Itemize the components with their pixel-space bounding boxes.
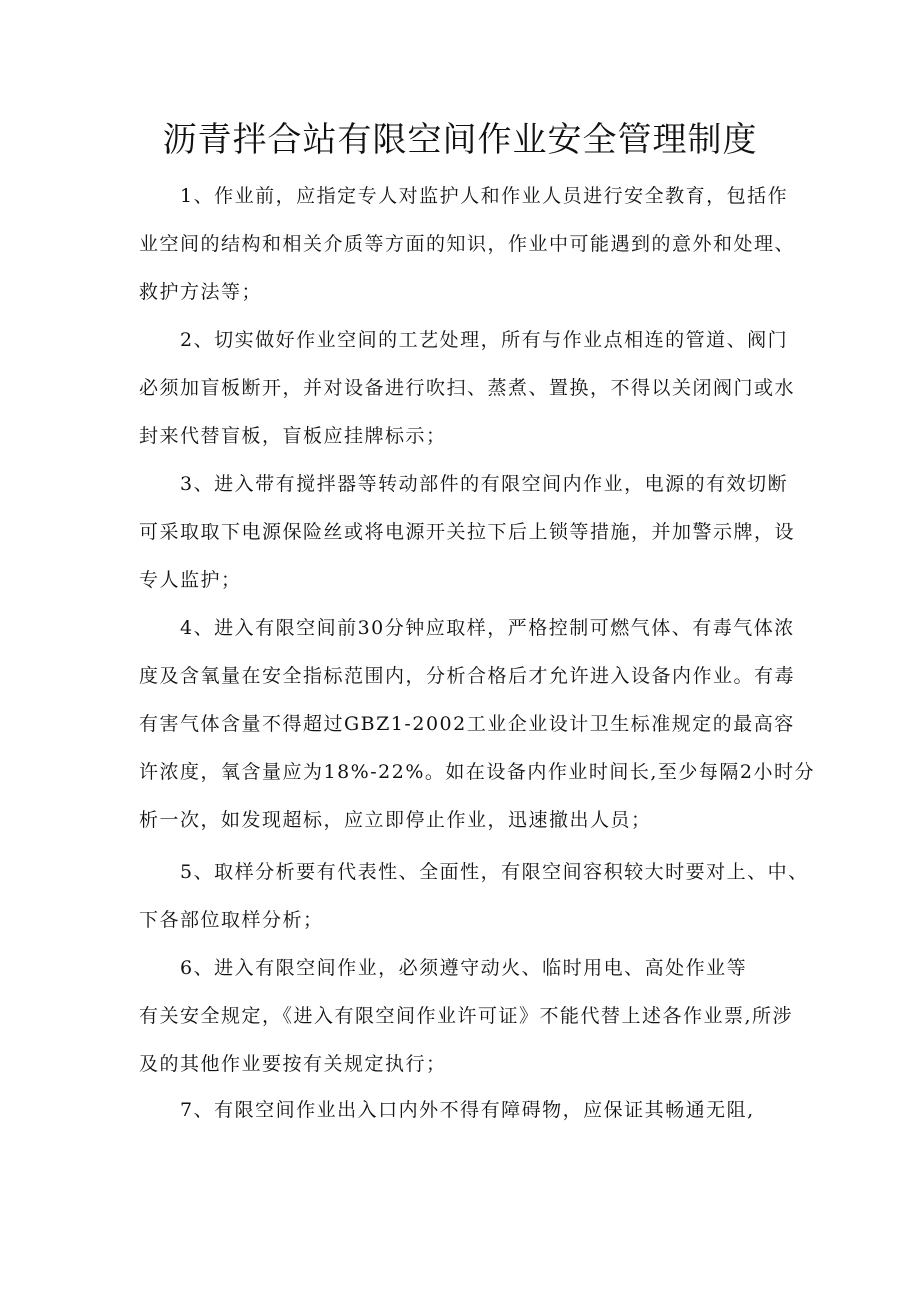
paragraph-2-line-2: 必须加盲板断开，并对设备进行吹扫、蒸煮、置换，不得以关闭阀门或水 [139,377,796,399]
paragraph-2-line-1: 2、切实做好作业空间的工艺处理，所有与作业点相连的管道、阀门 [180,329,789,351]
paragraph-7-line-1: 7、有限空间作业出入口内外不得有障碍物，应保证其畅通无阻, [180,1099,755,1121]
paragraph-3-line-3: 专人监护； [139,569,242,591]
paragraph-4-line-4: 许浓度，氧含量应为18%-22%。如在设备内作业时间长,至少每隔2小时分 [139,761,816,783]
paragraph-3-line-1: 3、进入带有搅拌器等转动部件的有限空间内作业，电源的有效切断 [180,473,789,495]
paragraph-1-line-1: 1、作业前，应指定专人对监护人和作业人员进行安全教育，包括作 [180,185,789,207]
paragraph-4-line-3: 有害气体含量不得超过GBZ1-2002工业企业设计卫生标准规定的最高容 [139,713,795,735]
paragraph-2-line-3: 封来代替盲板，盲板应挂牌标示； [139,425,447,447]
document-title: 沥青拌合站有限空间作业安全管理制度 [162,120,758,160]
paragraph-1-line-2: 业空间的结构和相关介质等方面的知识，作业中可能遇到的意外和处理、 [139,233,796,255]
paragraph-3-line-2: 可采取取下电源保险丝或将电源开关拉下后上锁等措施，并加警示牌，设 [139,521,796,543]
paragraph-5-line-2: 下各部位取样分析； [139,909,324,931]
paragraph-6-line-2: 有关安全规定，《进入有限空间作业许可证》不能代替上述各作业票,所涉 [139,1005,794,1027]
paragraph-4-line-5: 析一次，如发现超标，应立即停止作业，迅速撤出人员； [139,809,652,831]
paragraph-1-line-3: 救护方法等； [139,281,263,303]
paragraph-4-line-2: 度及含氧量在安全指标范围内，分析合格后才允许进入设备内作业。有毒 [139,665,796,687]
paragraph-6-line-1: 6、进入有限空间作业，必须遵守动火、临时用电、高处作业等 [180,957,748,979]
paragraph-5-line-1: 5、取样分析要有代表性、全面性，有限空间容积较大时要对上、中、 [180,861,809,883]
paragraph-6-line-3: 及的其他作业要按有关规定执行； [139,1053,447,1075]
paragraph-4-line-1: 4、进入有限空间前30分钟应取样，严格控制可燃气体、有毒气体浓 [180,617,795,639]
